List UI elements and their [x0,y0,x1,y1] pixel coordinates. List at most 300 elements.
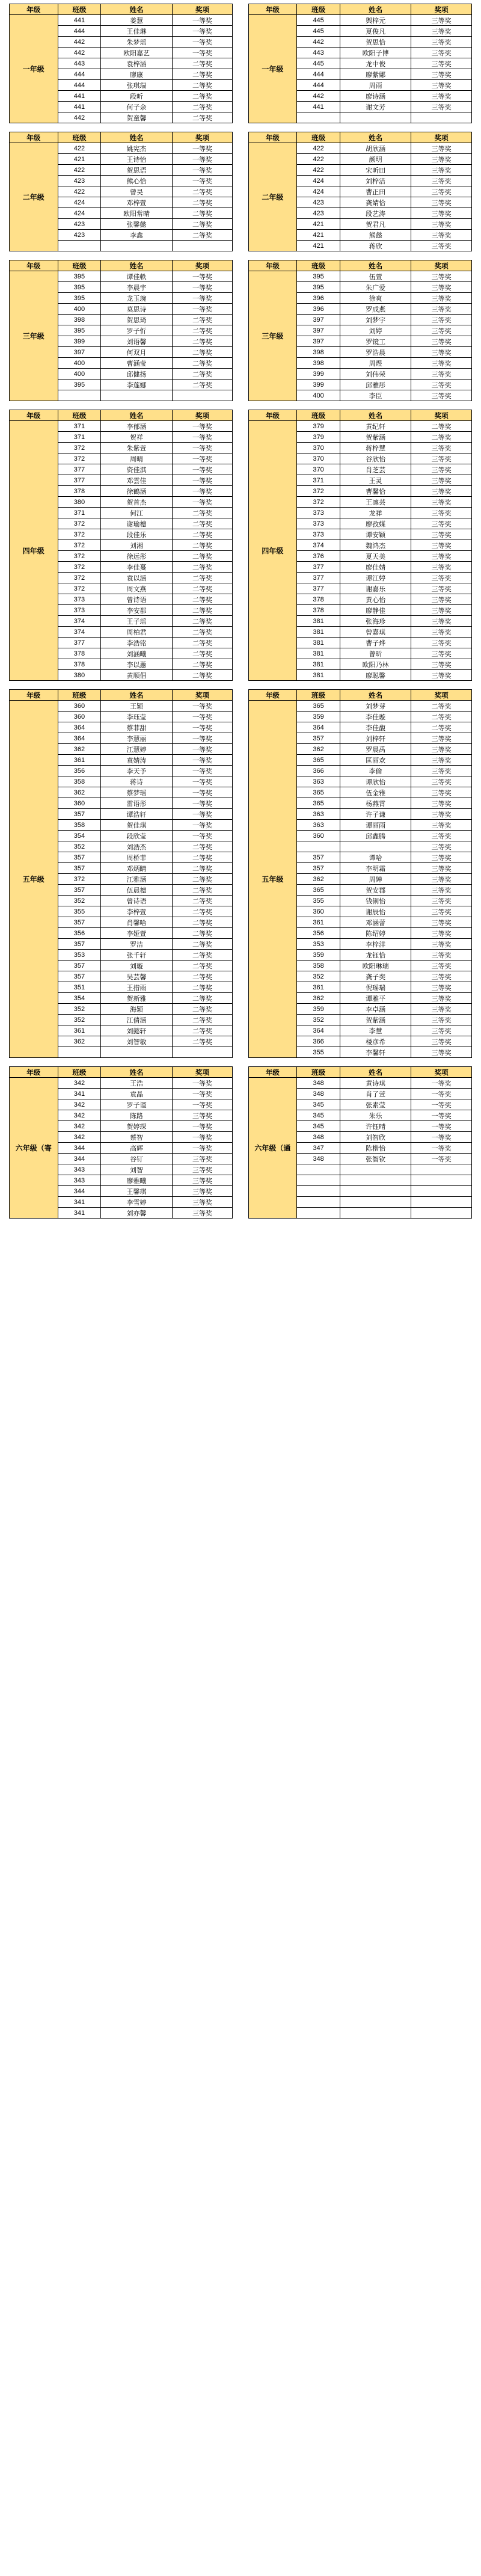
table-row [10,1015,472,1025]
student-name-cell: 谢文芳 [340,102,411,112]
column-gap [233,1015,248,1025]
student-name-cell: 黄心怡 [340,594,411,605]
table-row [10,1047,472,1058]
student-name-cell: 胡欣涵 [340,143,411,154]
student-name-cell: 邓梓萱 [101,197,172,208]
award-cell: 二等奖 [172,540,233,551]
award-cell-empty [411,1175,472,1186]
class-cell: 363 [297,820,340,831]
table-header-row [10,410,472,421]
column-gap [233,1078,248,1089]
student-name-cell: 邓雲佳 [101,475,172,486]
table-row [10,1099,472,1110]
class-cell: 342 [58,1099,101,1110]
column-gap [233,112,248,123]
table-row [10,102,472,112]
student-name-cell-empty [101,1047,172,1058]
column-gap [233,475,248,486]
award-cell: 三等奖 [411,993,472,1004]
table-header-row [10,4,472,15]
class-cell: 400 [58,369,101,380]
table-row [10,219,472,230]
student-name-cell: 曹子烨 [340,638,411,648]
award-cell: 二等奖 [172,347,233,358]
student-name-cell: 王诗怡 [101,154,172,165]
table-row [10,58,472,69]
student-name-cell: 舆梓元 [340,15,411,26]
award-cell: 一等奖 [172,1089,233,1099]
class-cell: 444 [58,80,101,91]
award-cell: 三等奖 [411,863,472,874]
table-row [10,1089,472,1099]
class-cell: 345 [297,1099,340,1110]
header-grade-right: 年级 [248,410,297,421]
award-cell: 三等奖 [411,464,472,475]
student-name-cell: 王佳琳 [101,26,172,37]
column-gap [233,594,248,605]
student-name-cell: 谭欣怡 [340,776,411,787]
student-name-cell: 邱健扬 [101,369,172,380]
student-name-cell: 姚宪杰 [101,143,172,154]
award-cell: 三等奖 [411,961,472,971]
student-name-cell: 贺思语 [101,165,172,176]
table-row [10,1025,472,1036]
award-cell: 三等奖 [411,443,472,453]
award-cell: 三等奖 [411,982,472,993]
student-name-cell: 黄纪轩 [340,421,411,432]
class-cell: 365 [297,787,340,798]
student-name-cell: 夏俊凡 [340,26,411,37]
award-cell: 一等奖 [172,722,233,733]
award-cell: 三等奖 [411,766,472,776]
class-cell: 421 [297,230,340,241]
table-row [10,508,472,518]
student-name-cell: 龚子奕 [340,971,411,982]
column-gap [233,982,248,993]
award-cell: 二等奖 [172,594,233,605]
class-cell: 441 [58,91,101,102]
student-name-cell: 邓涵蕾 [340,917,411,928]
award-cell: 三等奖 [172,1175,233,1186]
student-name-cell: 李梓洋 [340,939,411,950]
student-name-cell: 罗子忻 [101,325,172,336]
student-name-cell: 刘梦芽 [340,701,411,712]
column-gap [233,776,248,787]
class-cell: 357 [297,852,340,863]
student-name-cell: 段佳乐 [101,529,172,540]
class-cell: 399 [297,369,340,380]
column-gap [233,701,248,712]
student-name-cell: 许子谦 [340,809,411,820]
award-cell: 一等奖 [172,176,233,186]
award-cell-empty [172,390,233,401]
table-row [10,648,472,659]
student-name-cell: 王子瑶 [101,616,172,627]
class-cell: 362 [58,787,101,798]
table-row [10,573,472,583]
award-cell: 一等奖 [172,464,233,475]
award-cell: 二等奖 [172,917,233,928]
column-gap [233,347,248,358]
award-cell: 三等奖 [172,1164,233,1175]
class-cell: 441 [297,102,340,112]
award-cell: 三等奖 [411,583,472,594]
class-cell: 373 [297,529,340,540]
award-cell: 三等奖 [411,670,472,681]
table-row [10,744,472,755]
award-cell: 三等奖 [411,304,472,315]
class-cell: 361 [297,917,340,928]
class-cell: 363 [297,776,340,787]
award-cell: 三等奖 [411,508,472,518]
award-block [9,132,472,251]
student-name-cell: 李卓涵 [340,1004,411,1015]
table-row [10,304,472,315]
award-cell-empty [411,1208,472,1219]
class-cell: 445 [297,26,340,37]
table-row [10,358,472,369]
table-row [10,594,472,605]
award-cell: 三等奖 [411,831,472,841]
class-cell: 377 [297,573,340,583]
class-cell: 372 [58,518,101,529]
class-cell: 423 [58,219,101,230]
student-name-cell: 何双月 [101,347,172,358]
column-gap [233,809,248,820]
class-cell: 396 [297,293,340,304]
award-cell: 三等奖 [172,1197,233,1208]
student-name-cell: 李天予 [101,766,172,776]
award-cell: 一等奖 [411,1078,472,1089]
header-award-left: 奖项 [172,260,233,271]
student-name-cell: 李偷 [340,766,411,776]
grade-label-left: 二年级 [10,143,58,251]
student-name-cell: 熊懿 [340,230,411,241]
column-gap [233,1025,248,1036]
class-cell-empty [297,1164,340,1175]
award-cell: 三等奖 [411,369,472,380]
class-cell: 370 [297,464,340,475]
award-cell: 二等奖 [172,369,233,380]
student-name-cell-empty [340,1208,411,1219]
award-block [9,689,472,1058]
class-cell: 373 [58,594,101,605]
student-name-cell: 刘湘 [101,540,172,551]
table-row [10,950,472,961]
award-cell: 三等奖 [411,616,472,627]
student-name-cell: 陈楷怡 [340,1143,411,1154]
table-row [10,1208,472,1219]
award-block [9,260,472,401]
header-award-right: 奖项 [411,690,472,701]
column-gap [233,260,248,271]
header-name-left: 姓名 [101,690,172,701]
table-row [10,432,472,443]
table-row [10,497,472,508]
class-cell: 348 [297,1089,340,1099]
student-name-cell-empty [101,390,172,401]
table-row [10,831,472,841]
award-cell: 三等奖 [411,874,472,885]
class-cell: 370 [297,443,340,453]
award-cell: 三等奖 [411,325,472,336]
column-gap [233,766,248,776]
award-cell: 一等奖 [172,766,233,776]
class-cell: 366 [297,1036,340,1047]
column-gap [233,562,248,573]
column-gap [233,1121,248,1132]
student-name-cell: 王措雨 [101,982,172,993]
column-gap [233,176,248,186]
class-cell: 378 [297,594,340,605]
student-name-cell: 肖芝芸 [340,464,411,475]
student-name-cell: 海颖 [101,1004,172,1015]
grade-label-right: 五年级 [248,701,297,1058]
column-gap [233,971,248,982]
header-name-left: 姓名 [101,410,172,421]
table-row [10,380,472,390]
class-cell: 399 [58,336,101,347]
class-cell: 377 [297,562,340,573]
header-class-left: 班级 [58,410,101,421]
class-cell: 398 [297,358,340,369]
class-cell: 444 [58,26,101,37]
table-row [10,336,472,347]
column-gap [233,670,248,681]
table-row [10,421,472,432]
header-class-right: 班级 [297,132,340,143]
award-cell: 三等奖 [411,176,472,186]
student-name-cell: 姜慧 [101,15,172,26]
award-cell: 二等奖 [172,961,233,971]
student-name-cell: 廖诗涵 [340,91,411,102]
student-name-cell: 段昕 [101,91,172,102]
column-gap [233,69,248,80]
award-cell: 三等奖 [411,627,472,638]
column-gap [233,690,248,701]
award-cell: 一等奖 [172,712,233,722]
student-name-cell: 蒋欣 [340,241,411,251]
student-name-cell: 夏天美 [340,551,411,562]
award-cell: 三等奖 [411,48,472,58]
award-cell: 三等奖 [411,143,472,154]
award-cell: 三等奖 [411,102,472,112]
student-name-cell: 李安郡 [101,605,172,616]
column-gap [233,1154,248,1164]
table-row [10,1154,472,1164]
class-cell: 424 [58,197,101,208]
award-cell-empty [172,1047,233,1058]
header-name-left: 姓名 [101,1067,172,1078]
student-name-cell: 贺祥 [101,432,172,443]
column-gap [233,4,248,15]
class-cell: 373 [297,518,340,529]
class-cell: 341 [58,1208,101,1219]
student-name-cell: 罗子谨 [101,1099,172,1110]
award-cell: 三等奖 [411,219,472,230]
class-cell: 341 [58,1197,101,1208]
award-cell: 三等奖 [411,1047,472,1058]
class-cell: 377 [58,638,101,648]
class-cell: 364 [297,722,340,733]
column-gap [233,464,248,475]
class-cell: 364 [58,722,101,733]
award-cell: 一等奖 [172,304,233,315]
award-cell: 三等奖 [172,1154,233,1164]
table-row [10,1132,472,1143]
table-row [10,1175,472,1186]
class-cell: 348 [297,1078,340,1089]
award-cell: 三等奖 [411,293,472,304]
student-name-cell: 谭哈 [340,852,411,863]
class-cell: 351 [58,982,101,993]
award-cell: 三等奖 [411,917,472,928]
award-cell: 二等奖 [172,69,233,80]
award-cell: 二等奖 [172,58,233,69]
class-cell: 344 [58,1154,101,1164]
column-gap [233,896,248,906]
award-cell: 三等奖 [411,271,472,282]
award-cell: 三等奖 [411,659,472,670]
student-name-cell: 江慧婷 [101,744,172,755]
class-cell: 377 [297,583,340,594]
table-row [10,1197,472,1208]
table-row [10,809,472,820]
class-cell: 395 [58,271,101,282]
student-name-cell: 莫思诗 [101,304,172,315]
award-cell: 二等奖 [172,1015,233,1025]
student-name-cell: 邓炳睛 [101,863,172,874]
table-row [10,48,472,58]
student-name-cell: 刘梦宇 [340,315,411,325]
table-row [10,820,472,831]
award-cell: 三等奖 [411,1025,472,1036]
class-cell-empty [58,390,101,401]
award-cell: 一等奖 [172,1143,233,1154]
class-cell: 361 [58,1025,101,1036]
student-name-cell: 刘懿轩 [101,1025,172,1036]
student-name-cell: 蒋梓慧 [340,443,411,453]
column-gap [233,325,248,336]
award-cell: 二等奖 [411,421,472,432]
table-row [10,112,472,123]
column-gap [233,271,248,282]
table-row [10,993,472,1004]
column-gap [233,638,248,648]
class-cell-empty [297,112,340,123]
class-cell: 381 [297,659,340,670]
class-cell: 378 [297,605,340,616]
table-row [10,551,472,562]
column-gap [233,605,248,616]
header-grade-left: 年级 [10,690,58,701]
student-name-cell-empty [101,241,172,251]
award-cell: 一等奖 [411,1143,472,1154]
class-cell-empty [297,1197,340,1208]
class-cell: 352 [58,1004,101,1015]
column-gap [233,1067,248,1078]
header-grade-left: 年级 [10,132,58,143]
class-cell: 422 [297,154,340,165]
award-cell: 三等奖 [411,497,472,508]
student-name-cell: 龙祥 [340,508,411,518]
award-cell: 二等奖 [172,518,233,529]
column-gap [233,1110,248,1121]
class-cell: 442 [58,112,101,123]
header-grade-left: 年级 [10,410,58,421]
student-name-cell: 倪瑶瑞 [340,982,411,993]
award-cell: 一等奖 [172,37,233,48]
class-cell: 444 [297,80,340,91]
column-gap [233,540,248,551]
award-cell: 一等奖 [172,809,233,820]
header-grade-right: 年级 [248,4,297,15]
class-cell: 422 [58,186,101,197]
column-gap [233,230,248,241]
class-cell: 445 [297,58,340,69]
header-grade-right: 年级 [248,1067,297,1078]
class-cell: 372 [58,443,101,453]
award-cell: 一等奖 [172,798,233,809]
class-cell: 352 [297,1015,340,1025]
student-name-cell: 江倩涵 [101,1015,172,1025]
table-header-row [10,690,472,701]
column-gap [233,852,248,863]
award-cell: 二等奖 [172,380,233,390]
student-name-cell: 欧阳乃林 [340,659,411,670]
header-class-right: 班级 [297,1067,340,1078]
class-cell: 441 [58,102,101,112]
student-name-cell: 王凛芸 [340,497,411,508]
student-name-cell: 段艺涛 [340,208,411,219]
column-gap [233,1004,248,1015]
award-cell: 二等奖 [172,529,233,540]
column-gap [233,798,248,809]
class-cell: 397 [297,336,340,347]
award-cell: 二等奖 [172,627,233,638]
header-class-right: 班级 [297,260,340,271]
student-name-cell-empty [340,1186,411,1197]
student-name-cell: 刘智敏 [101,1036,172,1047]
column-gap [233,583,248,594]
student-name-cell: 王浩 [101,1078,172,1089]
student-name-cell: 贺君凡 [340,219,411,230]
student-name-cell: 罗镜工 [340,336,411,347]
award-cell: 三等奖 [411,852,472,863]
header-award-right: 奖项 [411,4,472,15]
class-cell: 362 [297,993,340,1004]
student-name-cell: 谭江婷 [340,573,411,583]
header-class-left: 班级 [58,1067,101,1078]
column-gap [233,443,248,453]
table-row [10,712,472,722]
header-award-right: 奖项 [411,1067,472,1078]
award-cell: 一等奖 [172,831,233,841]
header-name-left: 姓名 [101,132,172,143]
award-cell: 三等奖 [411,648,472,659]
column-gap [233,26,248,37]
header-name-right: 姓名 [340,132,411,143]
student-name-cell: 伍金雅 [340,787,411,798]
table-row [10,518,472,529]
grade-label-right: 二年级 [248,143,297,251]
student-name-cell: 贺安郡 [340,885,411,896]
student-name-cell: 张海珍 [340,616,411,627]
class-cell: 342 [58,1132,101,1143]
student-name-cell: 李佳馥 [340,722,411,733]
student-name-cell: 曾诗语 [101,594,172,605]
class-cell: 352 [58,896,101,906]
